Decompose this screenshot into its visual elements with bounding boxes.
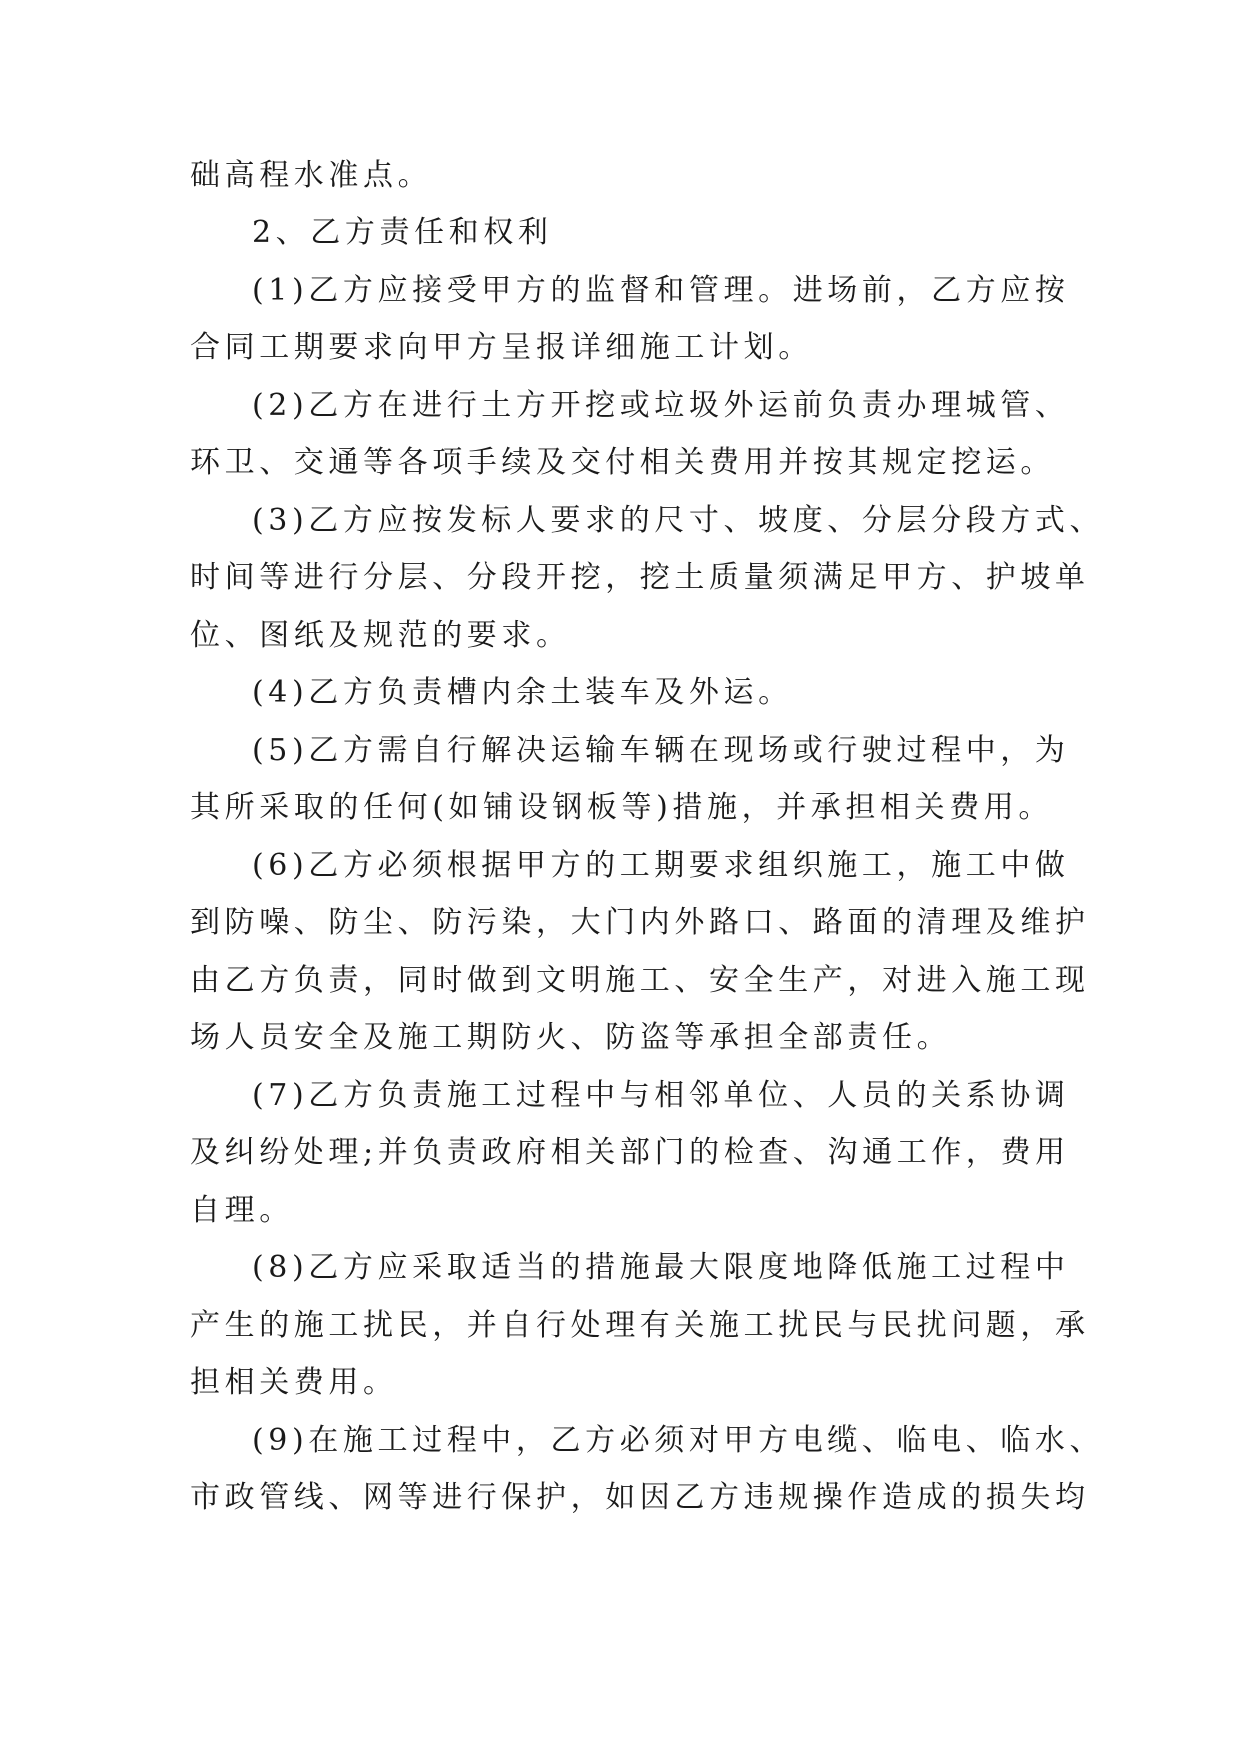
- text-line: (6)乙方必须根据甲方的工期要求组织施工，施工中做: [252, 848, 1070, 883]
- text-line: 市政管线、网等进行保护，如因乙方违规操作造成的损失均: [190, 1480, 1090, 1515]
- text-line: (8)乙方应采取适当的措施最大限度地降低施工过程中: [252, 1250, 1070, 1285]
- text-line: 到防噪、防尘、防污染，大门内外路口、路面的清理及维护: [190, 905, 1090, 940]
- text-line: 场人员安全及施工期防火、防盗等承担全部责任。: [190, 1020, 952, 1055]
- section-heading: 2、乙方责任和权利: [252, 215, 553, 250]
- text-line: (9)在施工过程中，乙方必须对甲方电缆、临电、临水、: [252, 1423, 1105, 1458]
- text-line: 产生的施工扰民，并自行处理有关施工扰民与民扰问题，承: [190, 1308, 1090, 1343]
- text-line: (7)乙方负责施工过程中与相邻单位、人员的关系协调: [252, 1078, 1070, 1113]
- text-line: 担相关费用。: [190, 1365, 398, 1400]
- text-line: 自理。: [190, 1193, 294, 1228]
- text-line: (2)乙方在进行土方开挖或垃圾外运前负责办理城管、: [252, 388, 1070, 423]
- text-line: 础高程水准点。: [190, 158, 433, 193]
- text-line: 其所采取的任何(如铺设钢板等)措施，并承担相关费用。: [190, 790, 1054, 825]
- text-line: 合同工期要求向甲方呈报详细施工计划。: [190, 330, 813, 365]
- text-line: 环卫、交通等各项手续及交付相关费用并按其规定挖运。: [190, 445, 1055, 480]
- text-line: 及纠纷处理;并负责政府相关部门的检查、沟通工作，费用: [190, 1135, 1070, 1170]
- text-line: (1)乙方应接受甲方的监督和管理。进场前，乙方应按: [252, 273, 1070, 308]
- text-line: 位、图纸及规范的要求。: [190, 618, 571, 653]
- text-line: 时间等进行分层、分段开挖，挖土质量须满足甲方、护坡单: [190, 560, 1090, 595]
- text-line: 由乙方负责，同时做到文明施工、安全生产，对进入施工现: [190, 963, 1090, 998]
- text-line: (4)乙方负责槽内余土装车及外运。: [252, 675, 793, 710]
- text-line: (3)乙方应按发标人要求的尺寸、坡度、分层分段方式、: [252, 503, 1105, 538]
- text-line: (5)乙方需自行解决运输车辆在现场或行驶过程中，为: [252, 733, 1070, 768]
